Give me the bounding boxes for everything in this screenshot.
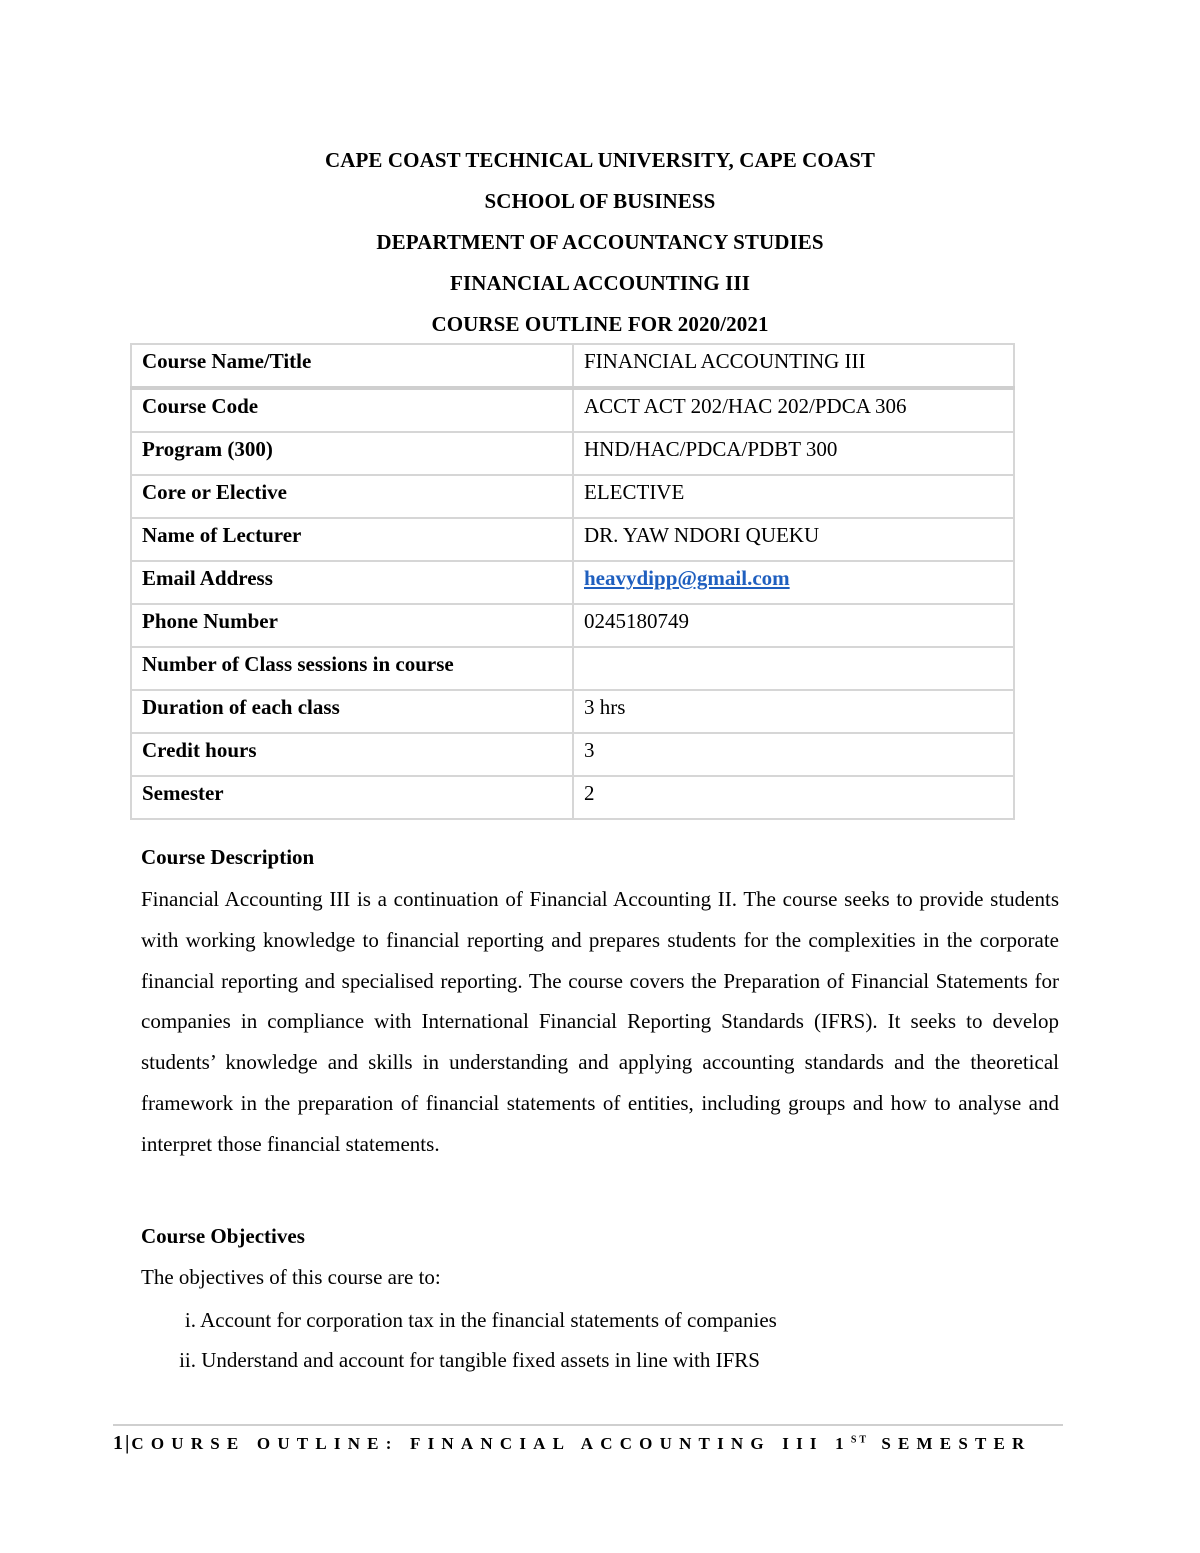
row-label: Core or Elective <box>131 475 573 518</box>
table-row <box>131 432 1014 475</box>
row-value: 3 hrs <box>573 690 1014 733</box>
course-objectives-heading: Course Objectives <box>141 1224 305 1248</box>
page-number: 1 <box>113 1432 123 1454</box>
list-item-number: ii. <box>179 1348 196 1372</box>
page-footer <box>113 1432 1032 1455</box>
table-row <box>131 388 1014 432</box>
row-label: Course Code <box>131 388 573 432</box>
footer-text: COURSE OUTLINE: FINANCIAL ACCOUNTING III 1 <box>131 1434 851 1453</box>
row-value: 3 <box>573 733 1014 776</box>
row-value <box>573 561 1014 604</box>
row-label: Name of Lecturer <box>131 518 573 561</box>
list-item-text: Understand and account for tangible fixed assets in line with IFRS <box>201 1348 760 1372</box>
row-value: FINANCIAL ACCOUNTING III <box>573 344 1014 388</box>
table-row <box>131 518 1014 561</box>
objectives-intro: The objectives of this course are to: <box>141 1265 441 1289</box>
list-item-number: i. <box>184 1308 196 1332</box>
footer-separator: | <box>125 1432 130 1454</box>
row-value: HND/HAC/PDCA/PDBT 300 <box>573 432 1014 475</box>
row-value: 0245180749 <box>573 604 1014 647</box>
department-name: DEPARTMENT OF ACCOUNTANCY STUDIES <box>376 230 824 254</box>
row-label: Email Address <box>131 561 573 604</box>
list-item <box>141 1300 1041 1340</box>
list-item-text: Account for corporation tax in the financial statements of companies <box>200 1308 777 1332</box>
table-row <box>131 475 1014 518</box>
table-row <box>131 733 1014 776</box>
course-title-heading: FINANCIAL ACCOUNTING III <box>450 271 750 295</box>
row-value: 2 <box>573 776 1014 819</box>
table-row <box>131 647 1014 690</box>
row-value: ACCT ACT 202/HAC 202/PDCA 306 <box>573 388 1014 432</box>
university-name: CAPE COAST TECHNICAL UNIVERSITY, CAPE COAST <box>324 148 876 172</box>
table-row <box>131 690 1014 733</box>
row-value <box>573 647 1014 690</box>
email-link[interactable]: heavydipp@gmail.com <box>584 566 790 590</box>
list-item <box>141 1340 1041 1380</box>
row-label: Program (300) <box>131 432 573 475</box>
course-info-table <box>130 343 1015 820</box>
row-label: Duration of each class <box>131 690 573 733</box>
course-description-text: Financial Accounting III is a continuation of Financial Accounting II. The course seeks to provide students with working knowledge to financial reporting and prepares students for the complexities in the corporate financial reporting and specialised reporting. The course covers the Preparation of Financial Statements for companies in compliance with International Financial Reporting Standards (IFRS). It seeks to develop students’ knowledge and skills in understanding and applying accounting standards and the theoretical framework in the preparation of financial statements of entities, including groups and how to analyse and interpret those financial statements. <box>141 887 1059 1156</box>
row-value: ELECTIVE <box>573 475 1014 518</box>
document-header <box>0 140 1200 345</box>
row-label: Credit hours <box>131 733 573 776</box>
table-row <box>131 561 1014 604</box>
row-label: Course Name/Title <box>131 344 573 388</box>
row-label: Phone Number <box>131 604 573 647</box>
row-label: Number of Class sessions in course <box>131 647 573 690</box>
row-value: DR. YAW NDORI QUEKU <box>573 518 1014 561</box>
objectives-list <box>141 1300 1041 1380</box>
table-row <box>131 344 1014 388</box>
footer-superscript: ST <box>850 1434 870 1446</box>
row-label: Semester <box>131 776 573 819</box>
course-description-heading: Course Description <box>141 845 315 869</box>
outline-year-heading: COURSE OUTLINE FOR 2020/2021 <box>431 312 769 336</box>
footer-suffix: SEMESTER <box>881 1434 1032 1453</box>
footer-divider <box>113 1424 1063 1426</box>
table-row <box>131 776 1014 819</box>
school-name: SCHOOL OF BUSINESS <box>484 189 716 213</box>
table-row <box>131 604 1014 647</box>
